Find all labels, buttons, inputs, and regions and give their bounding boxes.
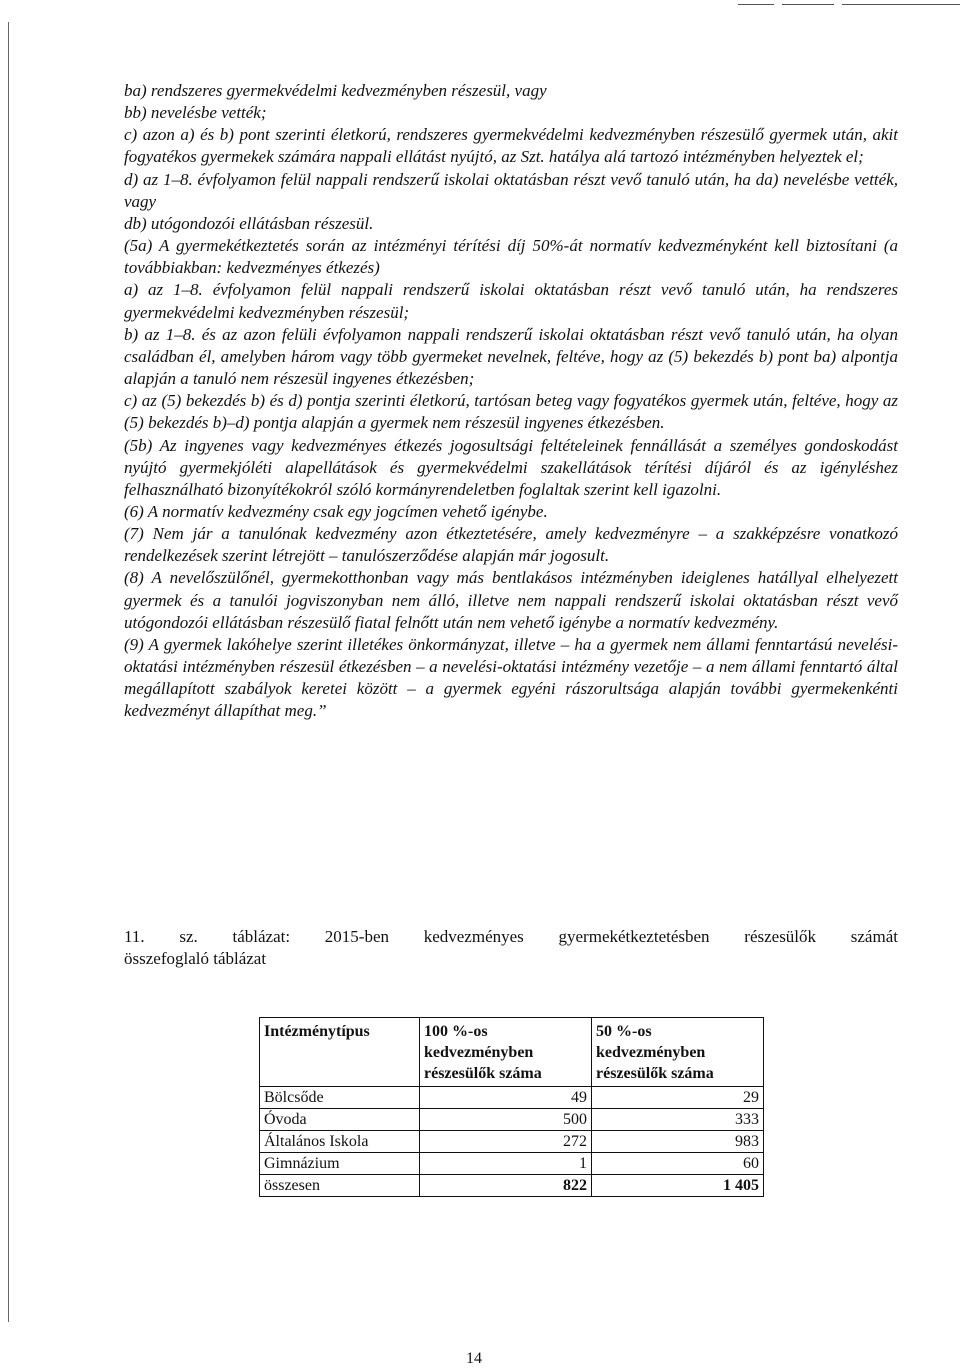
page-number: 14 (466, 1350, 482, 1367)
top-rule (738, 4, 960, 6)
header-half-discount: 50 %-os kedvezményben részesülők száma (592, 1018, 764, 1087)
cell-full: 272 (420, 1131, 592, 1153)
caption-word: kedvezményes (423, 927, 524, 946)
caption-word: 2015-ben (324, 927, 389, 946)
table-row (260, 1109, 764, 1131)
cell-total-label: összesen (260, 1175, 420, 1197)
legal-text-body (124, 80, 898, 723)
left-margin-rule (8, 22, 9, 1322)
para-bb: bb) nevelésbe vették; (124, 103, 267, 123)
para-5a-b: b) az 1–8. és az azon felüli évfolyamon nappali rendszerű iskolai oktatásban részt vevő tanuló után, ha olyan családban él, amelyben három vagy több gyermeket nevelnek, feltéve, hogy az (5) bekezdés b) pont ba) alpontja alapján a tanuló nem részesül ingyenes étkezésben; (124, 324, 898, 389)
header-institution-type: Intézménytípus (260, 1018, 420, 1087)
cell-half: 60 (592, 1153, 764, 1175)
para-d: d) az 1–8. évfolyamon felül nappali rendszerű iskolai oktatásban részt vevő tanuló után, ha da) nevelésbe vették, vagy (124, 169, 898, 211)
table-header-row (260, 1018, 764, 1087)
para-5b: (5b) Az ingyenes vagy kedvezményes étkezés jogosultsági feltételeinek fennállását a személyes gondoskodást nyújtó gyermekjóléti alapellátások és gyermekvédelmi szakellátások térítési díjáról és az igényléshez felhasználható bizonyítékokról szóló kormányrendeletben foglaltak szerint kell igazolni. (124, 435, 898, 499)
para-9: (9) A gyermek lakóhelye szerint illetékes önkormányzat, illetve – ha a gyermek nem állami fenntartású nevelési-oktatási intézményben részesül étkezésben – a nevelési-oktatási intézmény vezetője – a nem állami fenntartó által megállapított szabályok keretei között – a gyermek egyéni rászorultsága alapján további gyermekenkénti kedvezményt állapíthat meg.” (124, 634, 898, 721)
header-full-discount: 100 %-os kedvezményben részesülők száma (420, 1018, 592, 1087)
para-ba: ba) rendszeres gyermekvédelmi kedvezményben részesül, vagy (124, 81, 547, 100)
cell-half: 29 (592, 1087, 764, 1109)
para-db: db) utógondozói ellátásban részesül. (124, 213, 374, 233)
cell-total-full: 822 (420, 1175, 592, 1197)
cell-half: 333 (592, 1109, 764, 1131)
summary-table (259, 1017, 764, 1197)
table-row (260, 1131, 764, 1153)
para-5a-c: c) az (5) bekezdés b) és d) pontja szerinti életkorú, tartósan beteg vagy fogyatékos gyermek után, feltéve, hogy az (5) bekezdés b)–d) pontja alapján a gyermek nem részesül ingyenes étkezésben. (124, 391, 898, 433)
cell-full: 1 (420, 1153, 592, 1175)
caption-line-2: összefoglaló táblázat (124, 949, 267, 968)
para-6: (6) A normatív kedvezmény csak egy jogcímen vehető igénybe. (124, 501, 548, 521)
cell-total-half: 1 405 (592, 1175, 764, 1197)
table-row (260, 1153, 764, 1175)
cell-half: 983 (592, 1131, 764, 1153)
para-5a-a: a) az 1–8. évfolyamon felül nappali rendszerű iskolai oktatásban részt vevő tanuló után, ha rendszeres gyermekvédelmi kedvezményben részesül; (124, 280, 898, 322)
table-total-row (260, 1175, 764, 1197)
caption-line-1 (124, 926, 898, 948)
para-5a: (5a) A gyermekétkeztetés során az intézményi térítési díj 50%-át normatív kedvezményként kell biztosítani (a továbbiakban: kedvezményes étkezés) (124, 236, 898, 278)
cell-full: 49 (420, 1087, 592, 1109)
caption-word: 11. (124, 927, 145, 946)
caption-word: táblázat: (232, 927, 291, 946)
para-8: (8) A nevelőszülőnél, gyermekotthonban vagy más bentlakásos intézményben ideiglenes hatállyal elhelyezett gyermek és a tanulói jogviszonyban nem álló, illetve nem nappali rendszerű iskolai oktatásban részt vevő utógondozói ellátásban részesülő fiatal felnőtt után nem vehető igénybe a normatív kedvezmény. (124, 568, 898, 632)
table-caption (124, 926, 898, 970)
caption-word: gyermekétkeztetésben (558, 927, 710, 946)
table-row (260, 1087, 764, 1109)
cell-type: Óvoda (260, 1109, 420, 1131)
cell-type: Általános Iskola (260, 1131, 420, 1153)
caption-word: részesülők (744, 927, 817, 946)
cell-full: 500 (420, 1109, 592, 1131)
para-7: (7) Nem jár a tanulónak kedvezmény azon étkeztetésére, amely kedvezményre – a szakképzésre vonatkozó rendelkezések szerint létrejött – tanulószerződése alapján már jogosult. (124, 524, 898, 566)
cell-type: Bölcsőde (260, 1087, 420, 1109)
cell-type: Gimnázium (260, 1153, 420, 1175)
caption-word: sz. (179, 927, 198, 946)
caption-word: számát (850, 927, 898, 946)
para-c: c) azon a) és b) pont szerinti életkorú, rendszeres gyermekvédelmi kedvezményben részesülő gyermek után, akit fogyatékos gyermekek számára nappali ellátást nyújtó, az Szt. hatálya alá tartozó intézményben helyeztek el; (124, 125, 898, 167)
